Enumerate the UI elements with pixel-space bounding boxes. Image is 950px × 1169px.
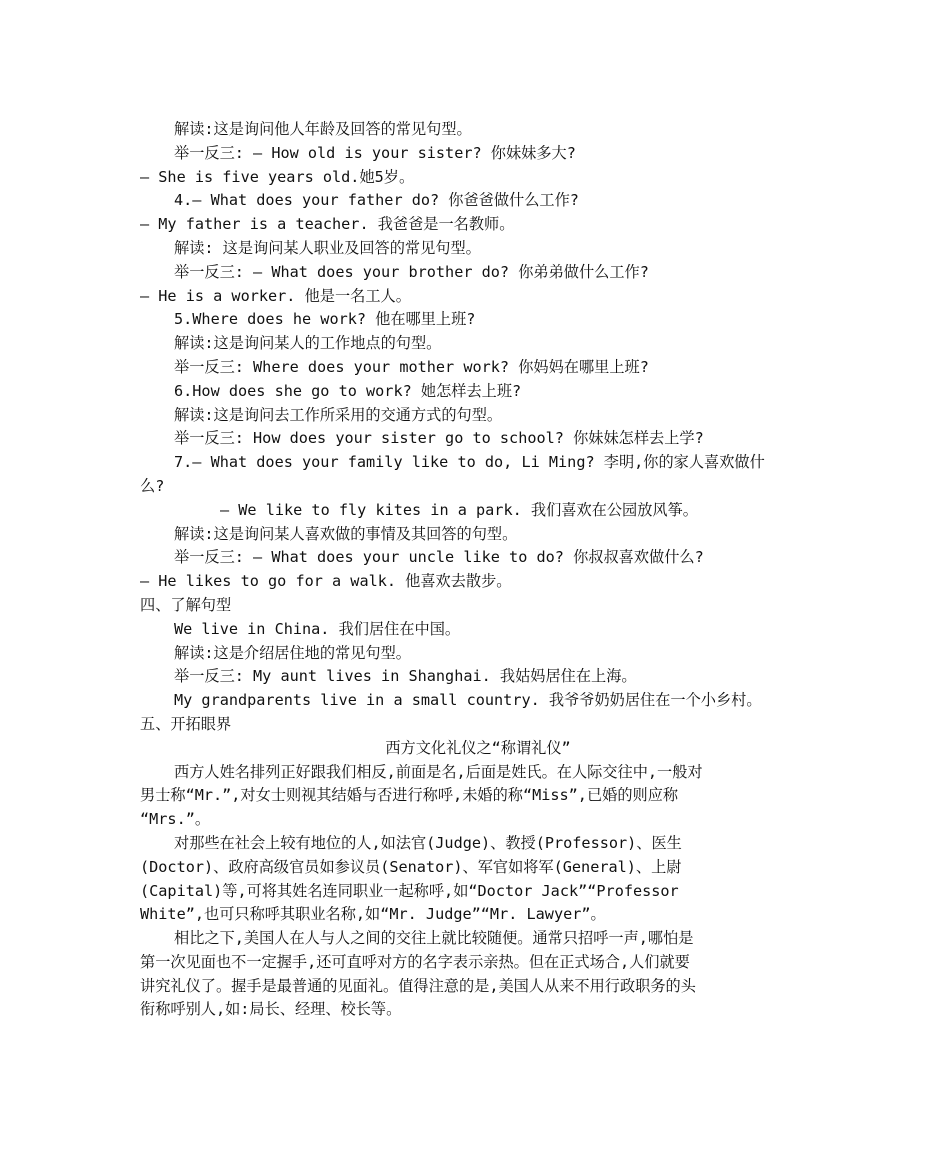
text-line: (Capital)等,可将其姓名连同职业一起称呼,如“Doctor Jack”“Professor	[140, 881, 679, 900]
text-line: — She is five years old.她5岁。	[140, 167, 415, 186]
text-line: 举一反三: — What does your uncle like to do? 你叔叔喜欢做什么?	[174, 548, 704, 567]
text-line: — He is a worker. 他是一名工人。	[140, 286, 411, 305]
text-line: 相比之下,美国人在人与人之间的交往上就比较随便。通常只招呼一声,哪怕是	[174, 929, 694, 948]
text-line: 举一反三: Where does your mother work? 你妈妈在哪里上班?	[174, 357, 649, 376]
text-line: (Doctor)、政府高级官员如参议员(Senator)、军官如将军(General)、上尉	[140, 857, 682, 876]
text-line: 解读: 这是询问某人职业及回答的常见句型。	[174, 238, 481, 257]
text-line: 衔称呼别人,如:局长、经理、校长等。	[140, 1000, 402, 1019]
text-line: “Mrs.”。	[140, 810, 211, 829]
text-line: 6.How does she go to work? 她怎样去上班?	[174, 381, 522, 400]
text-line: 举一反三: — How old is your sister? 你妹妹多大?	[174, 143, 576, 162]
text-line: 5.Where does he work? 他在哪里上班?	[174, 310, 476, 329]
section-heading: 五、开拓眼界	[140, 714, 232, 733]
text-line: 4.— What does your father do? 你爸爸做什么工作?	[174, 191, 579, 210]
text-line: 7.— What does your family like to do, Li Ming? 李明,你的家人喜欢做什	[174, 453, 765, 472]
text-line: 举一反三: — What does your brother do? 你弟弟做什么工作?	[174, 262, 649, 281]
text-line: — He likes to go for a walk. 他喜欢去散步。	[140, 572, 512, 591]
text-line: 举一反三: How does your sister go to school? 你妹妹怎样去上学?	[174, 429, 704, 448]
text-line: 解读:这是介绍居住地的常见句型。	[174, 643, 411, 662]
text-line: 对那些在社会上较有地位的人,如法官(Judge)、教授(Professor)、医生	[174, 833, 682, 852]
section-heading: 四、了解句型	[140, 595, 232, 614]
document-page	[140, 118, 816, 1022]
text-line: 男士称“Mr.”,对女士则视其结婚与否进行称呼,未婚的称“Miss”,已婚的则应称	[140, 786, 679, 805]
text-line: 讲究礼仪了。握手是最普通的见面礼。值得注意的是,美国人从来不用行政职务的头	[140, 976, 696, 995]
text-line: 解读:这是询问某人喜欢做的事情及其回答的句型。	[174, 524, 518, 543]
text-line: 解读:这是询问他人年龄及回答的常见句型。	[174, 120, 472, 138]
text-line: My grandparents live in a small country. 我爷爷奶奶居住在一个小乡村。	[174, 691, 762, 710]
text-line: — We like to fly kites in a park. 我们喜欢在公园放风筝。	[220, 500, 698, 519]
text-line: 解读:这是询问某人的工作地点的句型。	[174, 334, 442, 353]
text-line: White”,也可只称呼其职业名称,如“Mr. Judge”“Mr. Lawyer”。	[140, 905, 606, 924]
text-line: — My father is a teacher. 我爸爸是一名教师。	[140, 215, 515, 234]
text-line: 第一次见面也不一定握手,还可直呼对方的名字表示亲热。但在正式场合,人们就要	[140, 952, 690, 971]
text-line: We live in China. 我们居住在中国。	[174, 619, 461, 638]
text-line: 举一反三: My aunt lives in Shanghai. 我姑妈居住在上海。	[174, 667, 637, 686]
text-line: 解读:这是询问去工作所采用的交通方式的句型。	[174, 405, 503, 424]
article-title: 西方文化礼仪之“称谓礼仪”	[385, 738, 571, 757]
text-line: 西方人姓名排列正好跟我们相反,前面是名,后面是姓氏。在人际交往中,一般对	[174, 762, 703, 781]
text-line: 么?	[140, 476, 165, 495]
